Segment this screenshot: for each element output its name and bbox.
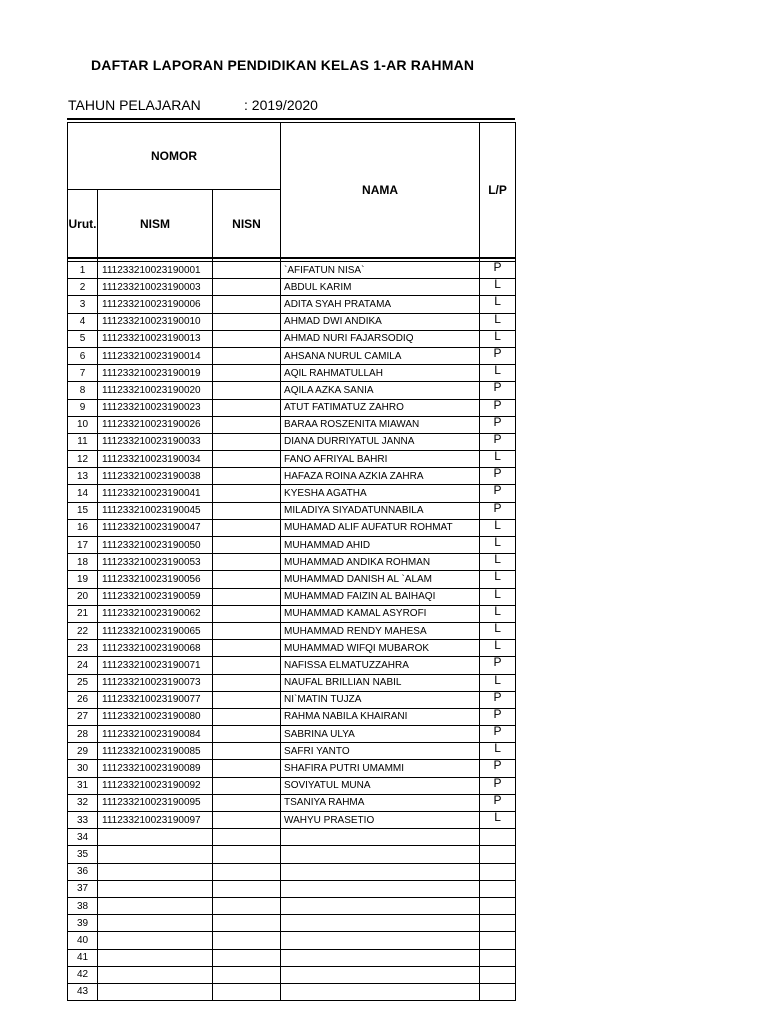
nism-cell: 111233210023190020	[98, 382, 213, 399]
nama-cell: AQILA AZKA SANIA	[281, 382, 480, 399]
gender-cell: P	[480, 262, 516, 279]
nism-cell	[98, 829, 213, 846]
row-number: 31	[68, 777, 98, 794]
table-row	[68, 794, 516, 811]
nism-cell: 111233210023190077	[98, 691, 213, 708]
row-number: 15	[68, 502, 98, 519]
nisn-cell	[213, 949, 281, 966]
table-row	[68, 416, 516, 433]
nisn-cell	[213, 743, 281, 760]
nism-cell	[98, 846, 213, 863]
gender-cell	[480, 846, 516, 863]
gender-cell: L	[480, 571, 516, 588]
nism-cell: 111233210023190010	[98, 313, 213, 330]
nism-cell: 111233210023190062	[98, 605, 213, 622]
row-number: 20	[68, 588, 98, 605]
table-row	[68, 897, 516, 914]
gender-cell: P	[480, 691, 516, 708]
gender-cell: L	[480, 554, 516, 571]
nama-cell: MUHAMAD ALIF AUFATUR ROHMAT	[281, 519, 480, 536]
gender-cell: P	[480, 382, 516, 399]
nism-cell: 111233210023190026	[98, 416, 213, 433]
nisn-cell	[213, 365, 281, 382]
nisn-cell	[213, 468, 281, 485]
table-row	[68, 622, 516, 639]
row-number: 7	[68, 365, 98, 382]
nama-cell: MUHAMMAD ANDIKA ROHMAN	[281, 554, 480, 571]
row-number: 13	[68, 468, 98, 485]
nism-cell: 111233210023190080	[98, 708, 213, 725]
header-lp: L/P	[480, 123, 516, 259]
row-number: 16	[68, 519, 98, 536]
nisn-cell	[213, 794, 281, 811]
student-roster-table	[67, 122, 516, 1001]
nisn-cell	[213, 571, 281, 588]
row-number: 41	[68, 949, 98, 966]
gender-cell	[480, 897, 516, 914]
row-number: 26	[68, 691, 98, 708]
table-row	[68, 262, 516, 279]
table-row	[68, 330, 516, 347]
gender-cell: P	[480, 399, 516, 416]
nism-cell: 111233210023190053	[98, 554, 213, 571]
row-number: 36	[68, 863, 98, 880]
table-header	[68, 123, 516, 259]
nisn-cell	[213, 708, 281, 725]
nism-cell	[98, 983, 213, 1000]
nism-cell: 111233210023190059	[98, 588, 213, 605]
nama-cell: AHSANA NURUL CAMILA	[281, 347, 480, 364]
nama-cell: NAUFAL BRILLIAN NABIL	[281, 674, 480, 691]
table-row	[68, 502, 516, 519]
gender-cell: P	[480, 760, 516, 777]
nama-cell: AHMAD NURI FAJARSODIQ	[281, 330, 480, 347]
gender-cell: P	[480, 726, 516, 743]
row-number: 17	[68, 537, 98, 554]
nisn-cell	[213, 485, 281, 502]
row-number: 2	[68, 279, 98, 296]
row-number: 22	[68, 622, 98, 639]
nisn-cell	[213, 726, 281, 743]
row-number: 29	[68, 743, 98, 760]
gender-cell: L	[480, 674, 516, 691]
table-row	[68, 949, 516, 966]
nama-cell	[281, 846, 480, 863]
nisn-cell	[213, 313, 281, 330]
nism-cell: 111233210023190084	[98, 726, 213, 743]
row-number: 6	[68, 347, 98, 364]
nism-cell: 111233210023190050	[98, 537, 213, 554]
row-number: 23	[68, 640, 98, 657]
row-number: 27	[68, 708, 98, 725]
nism-cell: 111233210023190003	[98, 279, 213, 296]
nama-cell: MUHAMMAD KAMAL ASYROFI	[281, 605, 480, 622]
nism-cell	[98, 880, 213, 897]
gender-cell: P	[480, 794, 516, 811]
nama-cell: NAFISSA ELMATUZZAHRA	[281, 657, 480, 674]
nama-cell: SABRINA ULYA	[281, 726, 480, 743]
table-row	[68, 708, 516, 725]
table-row	[68, 571, 516, 588]
nism-cell: 111233210023190089	[98, 760, 213, 777]
row-number: 34	[68, 829, 98, 846]
academic-year-label: TAHUN PELAJARAN	[68, 97, 201, 113]
table-row	[68, 846, 516, 863]
gender-cell	[480, 966, 516, 983]
nisn-cell	[213, 433, 281, 450]
nism-cell: 111233210023190092	[98, 777, 213, 794]
gender-cell	[480, 880, 516, 897]
nama-cell: TSANIYA RAHMA	[281, 794, 480, 811]
nama-cell: FANO AFRIYAL BAHRI	[281, 451, 480, 468]
table-row	[68, 966, 516, 983]
nisn-cell	[213, 416, 281, 433]
nama-cell: BARAA ROSZENITA MIAWAN	[281, 416, 480, 433]
nama-cell: KYESHA AGATHA	[281, 485, 480, 502]
row-number: 10	[68, 416, 98, 433]
table-row	[68, 863, 516, 880]
nisn-cell	[213, 451, 281, 468]
nisn-cell	[213, 605, 281, 622]
row-number: 9	[68, 399, 98, 416]
nisn-cell	[213, 657, 281, 674]
nism-cell	[98, 897, 213, 914]
nisn-cell	[213, 296, 281, 313]
nisn-cell	[213, 932, 281, 949]
nisn-cell	[213, 399, 281, 416]
table-row	[68, 983, 516, 1000]
table-row	[68, 485, 516, 502]
table-body	[68, 258, 516, 1001]
nama-cell: MUHAMMAD AHID	[281, 537, 480, 554]
nism-cell: 111233210023190019	[98, 365, 213, 382]
row-number: 18	[68, 554, 98, 571]
nisn-cell	[213, 382, 281, 399]
row-number: 30	[68, 760, 98, 777]
gender-cell	[480, 829, 516, 846]
nama-cell: AHMAD DWI ANDIKA	[281, 313, 480, 330]
gender-cell: L	[480, 812, 516, 829]
table-row	[68, 279, 516, 296]
nisn-cell	[213, 829, 281, 846]
nisn-cell	[213, 347, 281, 364]
nism-cell: 111233210023190095	[98, 794, 213, 811]
gender-cell: L	[480, 365, 516, 382]
nama-cell	[281, 863, 480, 880]
table-row	[68, 829, 516, 846]
nism-cell: 111233210023190041	[98, 485, 213, 502]
table-row	[68, 296, 516, 313]
row-number: 12	[68, 451, 98, 468]
table-row	[68, 605, 516, 622]
nism-cell: 111233210023190006	[98, 296, 213, 313]
gender-cell: P	[480, 433, 516, 450]
row-number: 5	[68, 330, 98, 347]
gender-cell: P	[480, 777, 516, 794]
nism-cell: 111233210023190045	[98, 502, 213, 519]
gender-cell: L	[480, 313, 516, 330]
row-number: 35	[68, 846, 98, 863]
row-number: 14	[68, 485, 98, 502]
gender-cell: L	[480, 451, 516, 468]
nama-cell	[281, 915, 480, 932]
nism-cell: 111233210023190085	[98, 743, 213, 760]
nism-cell	[98, 966, 213, 983]
table-row	[68, 674, 516, 691]
nisn-cell	[213, 915, 281, 932]
nism-cell	[98, 949, 213, 966]
nism-cell: 111233210023190073	[98, 674, 213, 691]
nama-cell: SHAFIRA PUTRI UMAMMI	[281, 760, 480, 777]
nama-cell	[281, 949, 480, 966]
nism-cell: 111233210023190071	[98, 657, 213, 674]
nisn-cell	[213, 640, 281, 657]
nisn-cell	[213, 588, 281, 605]
table-row	[68, 743, 516, 760]
row-number: 4	[68, 313, 98, 330]
nism-cell: 111233210023190014	[98, 347, 213, 364]
nama-cell	[281, 880, 480, 897]
gender-cell: L	[480, 640, 516, 657]
nama-cell: RAHMA NABILA KHAIRANI	[281, 708, 480, 725]
gender-cell: L	[480, 605, 516, 622]
nisn-cell	[213, 760, 281, 777]
table-row	[68, 657, 516, 674]
nama-cell: MUHAMMAD DANISH AL `ALAM	[281, 571, 480, 588]
gender-cell: L	[480, 743, 516, 760]
gender-cell: P	[480, 416, 516, 433]
table-row	[68, 347, 516, 364]
row-number: 3	[68, 296, 98, 313]
nama-cell: ATUT FATIMATUZ ZAHRO	[281, 399, 480, 416]
table-row	[68, 433, 516, 450]
academic-year-row	[68, 97, 318, 113]
row-number: 37	[68, 880, 98, 897]
row-number: 39	[68, 915, 98, 932]
nisn-cell	[213, 983, 281, 1000]
nama-cell: HAFAZA ROINA AZKIA ZAHRA	[281, 468, 480, 485]
nisn-cell	[213, 330, 281, 347]
nama-cell: SAFRI YANTO	[281, 743, 480, 760]
nism-cell: 111233210023190001	[98, 262, 213, 279]
gender-cell: P	[480, 485, 516, 502]
nama-cell: MILADIYA SIYADATUNNABILA	[281, 502, 480, 519]
nism-cell: 111233210023190033	[98, 433, 213, 450]
table-row	[68, 880, 516, 897]
nama-cell	[281, 983, 480, 1000]
table-row	[68, 537, 516, 554]
gender-cell: L	[480, 330, 516, 347]
nama-cell: ABDUL KARIM	[281, 279, 480, 296]
gender-cell	[480, 949, 516, 966]
nisn-cell	[213, 846, 281, 863]
nama-cell: `AFIFATUN NISA`	[281, 262, 480, 279]
nisn-cell	[213, 279, 281, 296]
table-row	[68, 640, 516, 657]
row-number: 24	[68, 657, 98, 674]
table-row	[68, 313, 516, 330]
table-top-rule	[67, 118, 515, 120]
row-number: 8	[68, 382, 98, 399]
table-row	[68, 451, 516, 468]
nism-cell: 111233210023190056	[98, 571, 213, 588]
nama-cell: ADITA SYAH PRATAMA	[281, 296, 480, 313]
table-row	[68, 915, 516, 932]
table-row	[68, 399, 516, 416]
nisn-cell	[213, 897, 281, 914]
gender-cell: L	[480, 622, 516, 639]
nism-cell	[98, 915, 213, 932]
academic-year-value: : 2019/2020	[244, 97, 318, 113]
row-number: 11	[68, 433, 98, 450]
nama-cell: MUHAMMAD FAIZIN AL BAIHAQI	[281, 588, 480, 605]
gender-cell: P	[480, 657, 516, 674]
gender-cell	[480, 863, 516, 880]
nama-cell	[281, 966, 480, 983]
table-row	[68, 554, 516, 571]
nisn-cell	[213, 812, 281, 829]
table-row	[68, 519, 516, 536]
row-number: 19	[68, 571, 98, 588]
gender-cell: L	[480, 279, 516, 296]
row-number: 28	[68, 726, 98, 743]
row-number: 40	[68, 932, 98, 949]
header-nism: NISM	[98, 190, 213, 259]
nama-cell: NI`MATIN TUJZA	[281, 691, 480, 708]
nama-cell: MUHAMMAD RENDY MAHESA	[281, 622, 480, 639]
gender-cell: L	[480, 537, 516, 554]
gender-cell: L	[480, 296, 516, 313]
nisn-cell	[213, 674, 281, 691]
table-row	[68, 365, 516, 382]
row-number: 1	[68, 262, 98, 279]
nism-cell: 111233210023190065	[98, 622, 213, 639]
nisn-cell	[213, 502, 281, 519]
gender-cell: P	[480, 708, 516, 725]
nama-cell	[281, 829, 480, 846]
gender-cell	[480, 983, 516, 1000]
row-number: 42	[68, 966, 98, 983]
row-number: 38	[68, 897, 98, 914]
row-number: 25	[68, 674, 98, 691]
header-nama: NAMA	[281, 123, 480, 259]
nisn-cell	[213, 262, 281, 279]
nism-cell	[98, 932, 213, 949]
gender-cell: P	[480, 502, 516, 519]
nisn-cell	[213, 554, 281, 571]
row-number: 43	[68, 983, 98, 1000]
nism-cell: 111233210023190097	[98, 812, 213, 829]
gender-cell: L	[480, 519, 516, 536]
gender-cell	[480, 915, 516, 932]
nama-cell	[281, 897, 480, 914]
gender-cell: P	[480, 468, 516, 485]
nism-cell: 111233210023190013	[98, 330, 213, 347]
nisn-cell	[213, 537, 281, 554]
nama-cell: SOVIYATUL MUNA	[281, 777, 480, 794]
table-row	[68, 588, 516, 605]
nism-cell: 111233210023190038	[98, 468, 213, 485]
gender-cell: L	[480, 588, 516, 605]
gender-cell	[480, 932, 516, 949]
nisn-cell	[213, 863, 281, 880]
table-row	[68, 382, 516, 399]
header-nomor: NOMOR	[68, 123, 281, 190]
nisn-cell	[213, 691, 281, 708]
nism-cell: 111233210023190047	[98, 519, 213, 536]
header-urut: Urut.	[68, 190, 98, 259]
nisn-cell	[213, 880, 281, 897]
nama-cell: AQIL RAHMATULLAH	[281, 365, 480, 382]
nama-cell: MUHAMMAD WIFQI MUBAROK	[281, 640, 480, 657]
table-row	[68, 691, 516, 708]
nisn-cell	[213, 622, 281, 639]
row-number: 21	[68, 605, 98, 622]
row-number: 33	[68, 812, 98, 829]
nisn-cell	[213, 777, 281, 794]
table-row	[68, 468, 516, 485]
document-title: DAFTAR LAPORAN PENDIDIKAN KELAS 1-AR RAHMAN	[91, 57, 475, 73]
nism-cell	[98, 863, 213, 880]
nism-cell: 111233210023190034	[98, 451, 213, 468]
nama-cell	[281, 932, 480, 949]
table-row	[68, 726, 516, 743]
nama-cell: DIANA DURRIYATUL JANNA	[281, 433, 480, 450]
nisn-cell	[213, 519, 281, 536]
table-row	[68, 760, 516, 777]
nisn-cell	[213, 966, 281, 983]
gender-cell: P	[480, 347, 516, 364]
table-row	[68, 777, 516, 794]
table-row	[68, 932, 516, 949]
header-nisn: NISN	[213, 190, 281, 259]
nism-cell: 111233210023190068	[98, 640, 213, 657]
row-number: 32	[68, 794, 98, 811]
nama-cell: WAHYU PRASETIO	[281, 812, 480, 829]
table-row	[68, 812, 516, 829]
nism-cell: 111233210023190023	[98, 399, 213, 416]
